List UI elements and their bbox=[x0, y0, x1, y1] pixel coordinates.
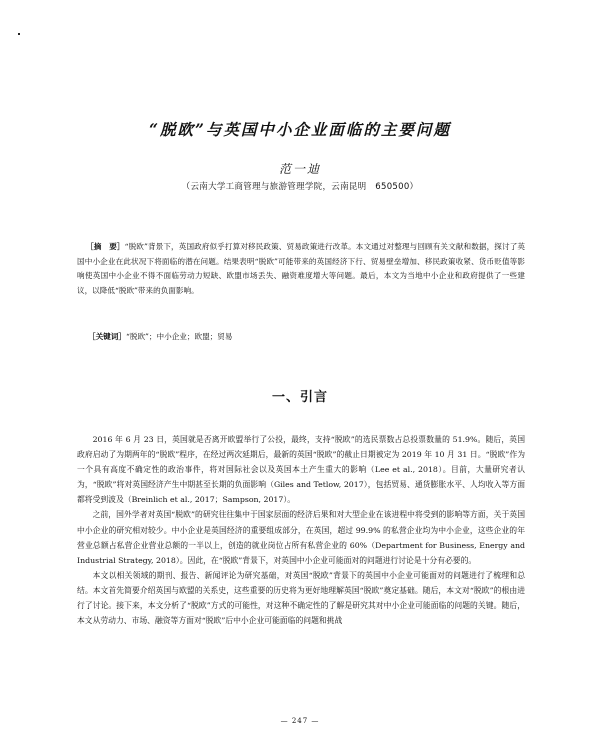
section-heading: 一、引言 bbox=[271, 390, 328, 405]
abstract-block bbox=[77, 240, 525, 298]
keywords-label: ［关键词］ bbox=[88, 332, 126, 341]
scan-speck bbox=[18, 33, 20, 35]
paper-title: “脱欧”与英国中小企业面临的主要问题 bbox=[149, 120, 451, 139]
keywords-text: “脱欧”；中小企业；欧盟；贸易 bbox=[125, 332, 233, 341]
abstract-text: “脱欧”背景下，英国政府似乎打算对移民政策、贸易政策进行改革。本文通过对整理与回顾有关文献和数据，探讨了英国中小企业在此状况下将面临的潜在问题。结果表明“脱欧”可能带来的英国经济下行、贸易壁垒增加、移民政策收紧、货币贬值等影响使英国中小企业不得不面临劳动力短缺、欧盟市场丢失、融资难度增大等问题。最后，本文为当地中小企业和政府提供了一些建议，以降低“脱欧”带来的负面影响。 bbox=[77, 242, 525, 295]
author-affiliation: （云南大学工商管理与旅游管理学院，云南昆明 650500） bbox=[181, 182, 419, 192]
paragraph: 2016 年 6 月 23 日，英国就是否离开欧盟举行了公投，最终，支持“脱欧”的选民票数占总投票数量的 51.9%。随后，英国政府启动了为期两年的“脱欧”程序，在经过两次延期后，最新的英国“脱欧”的截止日期被定为 2019 年 10 月 31 日。“脱欧”作为一个具有高度不确定性的政治事件，将对国际社会以及英国本土产生重大的影响（Lee et al., 2018）。目前，大量研究者认为，“脱欧”将对英国经济产生中期甚至长期的负面影响（Giles and Tetlow, 2017），包括贸易、通货膨胀水平、人均收入等方面都将受到波及（Breinlich et al., 2017；Sampson, 2017）。 bbox=[77, 435, 525, 505]
abstract-label: ［摘 要］ bbox=[86, 242, 125, 251]
body-text bbox=[77, 432, 525, 628]
keywords-block bbox=[88, 330, 528, 344]
paragraph: 之前，国外学者对英国“脱欧”的研究往往集中于国家层面的经济后果和对大型企业在该进程中将受到的影响等方面，关于英国中小企业的研究相对较少。中小企业是英国经济的重要组成部分，在英国，超过 99.9% 的私营企业均为中小企业，这些企业的年营业总额占私营企业营业总额的一半以上，创造的就业岗位占所有私营企业的 60%（Department for Business, Energy and Industrial Strategy, 2018）。因此，在“脱欧”背景下，对英国中小企业可能面对的问题进行讨论是十分有必要的。 bbox=[77, 510, 525, 565]
paragraph: 本文以相关领域的期刊、报告、新闻评论为研究基础，对英国“脱欧”背景下的英国中小企业可能面对的问题进行了梳理和总结。本文首先简要介绍英国与欧盟的关系史，这些重要的历史将为更好地理解英国“脱欧”奠定基础。随后，本文对“脱欧”的根由进行了讨论。接下来，本文分析了“脱欧”方式的可能性，对这种不确定性的了解是研究其对中小企业可能面临的问题的关键。随后，本文从劳动力、市场、融资等方面对“脱欧”后中小企业可能面临的问题和挑战 bbox=[77, 570, 525, 626]
page-number: — 247 — bbox=[280, 717, 320, 725]
author-name: 范一迪 bbox=[278, 162, 321, 176]
